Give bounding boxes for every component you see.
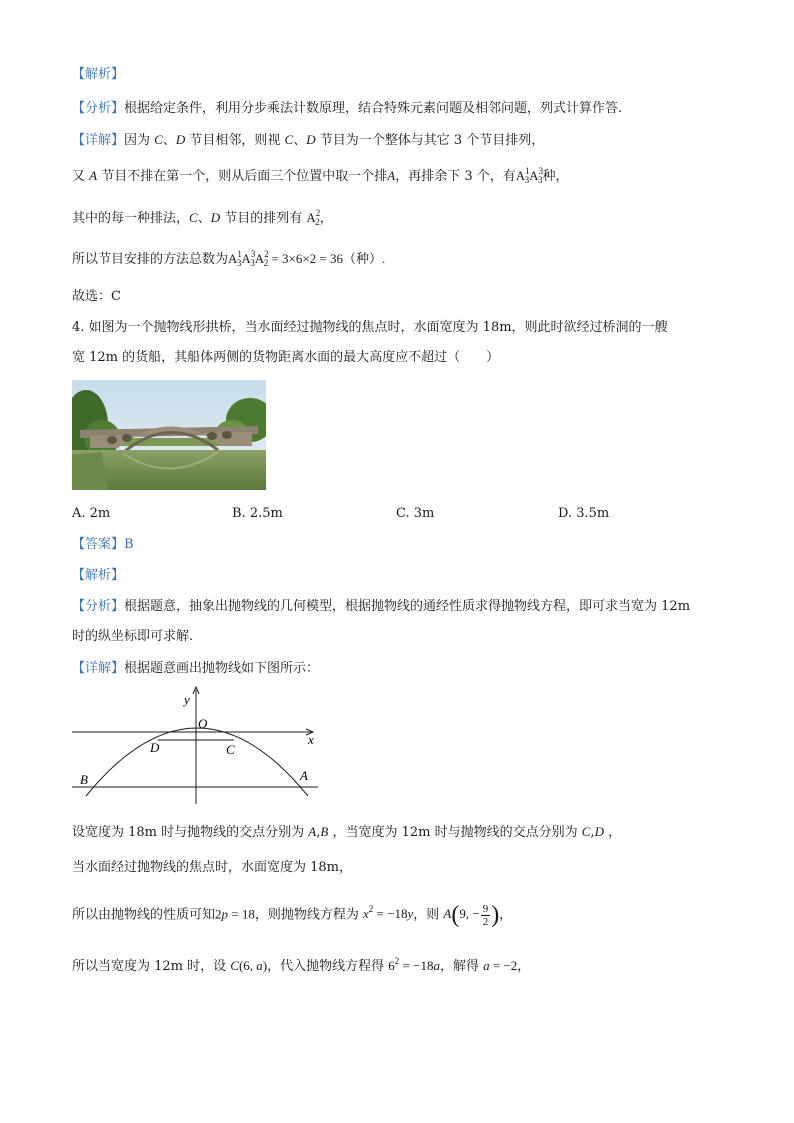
analysis-text: 根据给定条件，利用分步乘法计数原理，结合特殊元素问题及相邻问题，列式计算作答. <box>124 101 623 116</box>
detail-text: 根据题意画出抛物线如下图所示： <box>124 661 320 676</box>
detail-text: ， <box>499 907 513 923</box>
detail-text: ，当宽度为 12m 时与抛物线的交点分别为 <box>332 825 578 840</box>
label-y: y <box>184 692 190 707</box>
option-d: D. 3.5m <box>558 506 610 521</box>
detail-text: ，则抛物线方程为 <box>254 907 359 923</box>
detail-text: 节目相邻，则视 <box>189 133 281 148</box>
detail-label: 【详解】 <box>72 133 125 148</box>
detail-line-7: 当水面经过抛物线的焦点时，水面宽度为 18m， <box>72 860 353 875</box>
analysis-line <box>72 100 622 118</box>
option-b: B. 2.5m <box>232 506 283 521</box>
detail-line-9 <box>72 957 530 976</box>
analysis-label: 【分析】 <box>72 101 125 116</box>
analysis-line-3: 时的纵坐标即可求解. <box>72 629 194 644</box>
question-line-2: 宽 12m 的货船，其船体两侧的货物距离水面的最大高度应不超过（ ） <box>72 350 500 365</box>
detail-text: 节目为一个整体与其它 3 个节目排列， <box>319 133 545 148</box>
arch-bridge-photo <box>72 380 266 490</box>
analysis-label: 【分析】 <box>72 599 125 614</box>
detail-line-6: 设宽度为 18m 时与抛物线的交点分别为 A,B ，当宽度为 12m 时与抛物线的交点分别为 C,D ， <box>72 824 622 840</box>
option-c: C. 3m <box>396 506 435 521</box>
label-c: C <box>226 742 235 757</box>
math-expression: $A^1_3A^3_3$ <box>515 166 544 185</box>
math-expression: $A^1_3A^3_3A^2_2$ <box>228 249 269 268</box>
analysis-text: 根据题意，抽象出抛物线的几何模型，根据抛物线的通经性质求得抛物线方程，即可求当宽为 12m <box>124 599 691 614</box>
math-expression: a = −2 <box>483 958 518 973</box>
detail-text: ，解得 <box>439 959 479 974</box>
detail-text: 所以节目安排的方法总数为 <box>72 252 229 267</box>
label-o: O <box>198 716 208 731</box>
detail-text: ，代入抛物线方程得 <box>267 959 385 974</box>
math-expression: A(9, − $\frac{9}{2}$ ) <box>443 902 500 929</box>
label-a: A <box>300 768 308 783</box>
detail-text: 又 <box>72 169 86 184</box>
detail-text: = 3×6×2 = 36（种）. <box>271 251 386 266</box>
answer-line: 故选：C <box>72 289 121 304</box>
detail-text: ， <box>319 211 333 226</box>
detail-line-4 <box>72 250 385 269</box>
detail-text: ， <box>517 959 531 974</box>
detail-text: 因为 <box>124 133 151 148</box>
label-x: x <box>308 732 314 747</box>
detail-text: 其中的每一种排法， <box>72 211 190 226</box>
math-expression: $A^2_2$ <box>306 208 321 227</box>
detail-text: 所以当宽度为 12m 时，设 <box>72 959 227 974</box>
detail-text: 节目的排列有 <box>224 211 303 226</box>
option-a: A. 2m <box>72 506 111 521</box>
detail-text: ，再排余下 3 个，有 <box>395 169 516 184</box>
math-expression: 2p = 18 <box>215 906 255 922</box>
detail-line-2: 又 A 节目不排在第一个，则从后面三个位置中取一个排A，再排余下 3 个，有$A^1_3A^3_3$种， <box>72 166 569 185</box>
detail-line-5 <box>72 660 319 678</box>
math-expression: C(6, a) <box>230 958 268 973</box>
question-line-1: 4. 如图为一个抛物线形拱桥，当水面经过抛物线的焦点时，水面宽度为 18m，则此时欲经过桥洞的一艘 <box>72 320 668 335</box>
heading-jiexi-2: 【解析】 <box>72 568 125 583</box>
label-d: D <box>150 740 160 755</box>
answer-label: 【答案】B <box>72 537 134 552</box>
detail-label: 【详解】 <box>72 661 125 676</box>
parabola-diagram <box>72 684 322 809</box>
detail-line-1: 【详解】因为 C、D 节目相邻，则视 C、D 节目为一个整体与其它 3 个节目排列， <box>72 132 545 148</box>
detail-text: ，则 <box>413 907 440 923</box>
detail-text: 种， <box>542 169 569 184</box>
math-expression: $6^2 = -18a$ <box>388 956 440 973</box>
detail-line-8 <box>72 903 512 928</box>
detail-text: ， <box>608 825 622 840</box>
detail-text: 所以由抛物线的性质可知 <box>72 907 216 923</box>
detail-line-3: 其中的每一种排法，C、D 节目的排列有 $A^2_2$， <box>72 208 333 227</box>
detail-text: 设宽度为 18m 时与抛物线的交点分别为 <box>72 825 305 840</box>
analysis-line-2 <box>72 598 690 616</box>
label-b: B <box>80 772 88 787</box>
detail-text: 节目不排在第一个，则从后面三个位置中取一个排 <box>101 169 388 184</box>
heading-jiexi: 【解析】 <box>72 67 125 82</box>
math-expression: $x^2 = -18y$ <box>363 904 414 922</box>
